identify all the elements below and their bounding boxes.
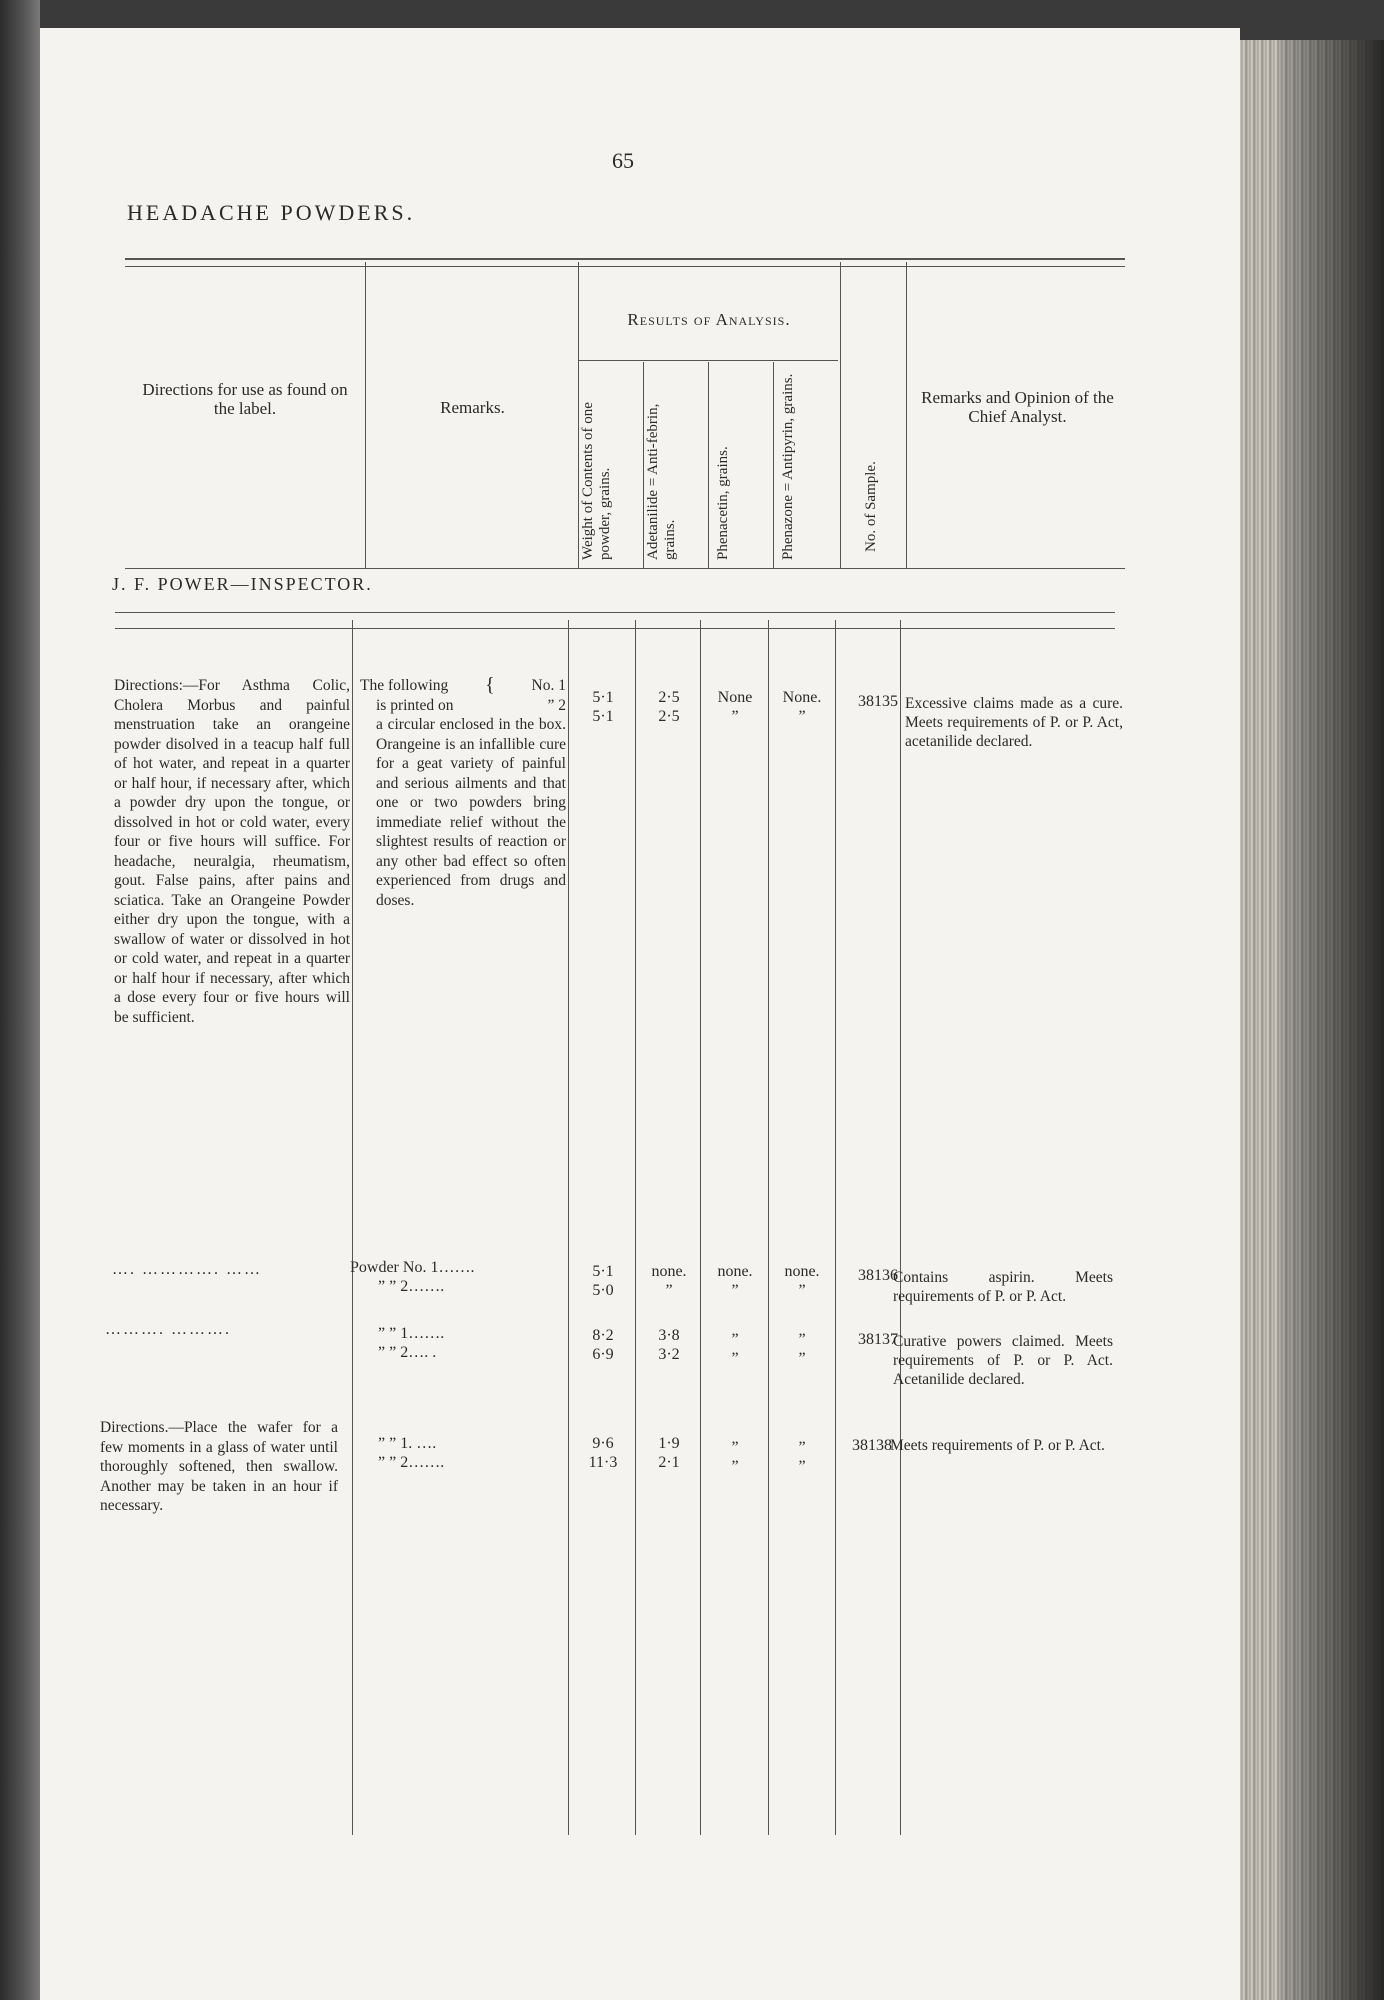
entry2-acet-1: none.	[651, 1263, 687, 1280]
entry3-powder-2: ” ” 2…. .	[378, 1344, 437, 1361]
inspector-rule-2	[115, 628, 1115, 629]
body-vline-3	[635, 620, 636, 1835]
entry4-weight-1: 9·6	[592, 1435, 614, 1452]
top-rule	[125, 258, 1125, 260]
entry3-phenac-2: ”	[731, 1350, 739, 1367]
hdr-vline-6	[840, 262, 841, 568]
body-vline-2	[568, 620, 569, 1835]
header-results: Results of Analysis.	[627, 310, 791, 329]
hdr-vline-5	[773, 362, 774, 568]
entry2-phenaz-2: ”	[798, 1282, 806, 1299]
hdr-vline-4	[708, 362, 709, 568]
entry1-weight-2: 5·1	[592, 708, 614, 725]
body-vline-1	[352, 620, 353, 1835]
header-phenacetin: Phenacetin, grains.	[715, 446, 731, 560]
entry1-phenac-2: ”	[731, 708, 739, 725]
entry2-powder-2: ” ” 2…….	[378, 1278, 445, 1295]
entry3-powder-1: ” ” 1…….	[378, 1325, 445, 1342]
entry2-sample-no: 38136	[858, 1267, 898, 1284]
body-vline-7	[900, 620, 901, 1835]
entry4-weight-2: 11·3	[588, 1454, 618, 1471]
entry3-directions: ………. ……….	[105, 1321, 231, 1338]
entry4-acet-2: 2·1	[658, 1454, 680, 1471]
entry1-brace: {	[485, 674, 495, 696]
header-acetanilide: Adetanilide = Anti-febrin, grains.	[645, 403, 678, 560]
entry2-weight-2: 5·0	[592, 1282, 614, 1299]
entry1-directions: Directions:—For Asthma Colic, Cholera Morbus and painful menstruation take an orangeine powder disolved in a teacup half full of hot water, and repeat in a quarter or half hour, if necessary after, which a powder dry upon the tongue, or dissolved in hot or cold water, every four or five hours will suffice. For headache, neuralgia, rheumatism, gout. False pains, after pains and sciatica. Take an Orangeine Powder either dry upon the tongue, with a swallow of water or dissolved in hot or cold water, and repeat in a quarter or half hour if necessary, after which a dose every four or five hours will be sufficient.	[114, 677, 350, 1026]
entry1-remarks-no2: ” 2	[547, 696, 566, 714]
entry3-weight-2: 6·9	[592, 1346, 614, 1363]
page-number: 65	[612, 148, 634, 173]
entry1-sample-no: 38135	[858, 693, 898, 710]
entry1-remarks-a: The following	[360, 677, 449, 694]
header-bottom-rule	[125, 568, 1125, 569]
header-opinion: Remarks and Opinion of the Chief Analyst.	[921, 388, 1114, 426]
inspector-rule-1	[115, 612, 1115, 613]
entry1-phenaz-1: None.	[782, 689, 822, 706]
entry4-phenac-2: ”	[731, 1458, 739, 1475]
header-remarks: Remarks.	[440, 398, 505, 417]
entry2-acet-2: ”	[665, 1282, 673, 1299]
entry1-remarks-no1: No. 1	[531, 677, 566, 694]
entry1-phenac-1: None	[717, 689, 753, 706]
page-stack-edge	[1240, 40, 1384, 2000]
entry4-phenac-1: ”	[731, 1439, 739, 1456]
entry3-weight-1: 8·2	[592, 1327, 614, 1344]
entry1-remarks-rest: a circular enclosed in the box. Orangeine is an infallible cure for a geat variety of painful and serious ailments and that one or two powders bring immediate relief without the slightest results of reaction or any other bad effect so often experienced from drugs and doses.	[376, 716, 566, 909]
hdr-vline-7	[906, 262, 907, 568]
entry2-opinion: Contains aspirin. Meets requirements of P. or P. Act.	[893, 1269, 1113, 1305]
hdr-vline-2	[578, 262, 579, 568]
book-binding-edge	[0, 0, 40, 2000]
entry3-phenaz-1: ”	[798, 1331, 806, 1348]
entry2-weight-1: 5·1	[592, 1263, 614, 1280]
entry4-powder-2: ” ” 2…….	[378, 1454, 445, 1471]
entry4-phenaz-2: ”	[798, 1458, 806, 1475]
header-directions: Directions for use as found on the label.	[142, 380, 348, 418]
entry3-acet-1: 3·8	[658, 1327, 680, 1344]
entry4-powder-1: ” ” 1. ….	[378, 1435, 437, 1452]
entry4-phenaz-1: ”	[798, 1439, 806, 1456]
entry3-sample-no: 38137	[858, 1331, 898, 1348]
header-weight: Weight of Contents of one powder, grains.	[580, 402, 613, 560]
body-vline-6	[835, 620, 836, 1835]
entry3-opinion: Curative powers claimed. Meets requirements of P. or P. Act. Acetanilide declared.	[893, 1333, 1113, 1388]
header-sample-no: No. of Sample.	[863, 461, 879, 552]
section-title: HEADACHE POWDERS.	[127, 200, 416, 225]
inspector-heading: J. F. POWER—INSPECTOR.	[112, 574, 373, 594]
header-phenazone: Phenazone = Antipyrin, grains.	[780, 373, 796, 560]
entry2-phenac-2: ”	[731, 1282, 739, 1299]
entry1-weight-1: 5·1	[592, 689, 614, 706]
entry2-phenac-1: none.	[717, 1263, 753, 1280]
entry3-phenaz-2: ”	[798, 1350, 806, 1367]
entry4-directions: Directions.—Place the wafer for a few moments in a glass of water until thoroughly softened, then swallow. Another may be taken in an hour if necessary.	[100, 1419, 338, 1514]
entry2-directions: …. …………. ……	[112, 1261, 262, 1278]
entry1-acet-2: 2·5	[658, 708, 680, 725]
results-rule	[578, 360, 838, 361]
entry1-acet-1: 2·5	[658, 689, 680, 706]
body-vline-4	[700, 620, 701, 1835]
entry3-acet-2: 3·2	[658, 1346, 680, 1363]
entry4-acet-1: 1·9	[658, 1435, 680, 1452]
entry1-opinion: Excessive claims made as a cure. Meets requirements of P. or P. Act, acetanilide declared.	[905, 695, 1123, 750]
body-vline-5	[768, 620, 769, 1835]
top-rule-thin	[125, 266, 1125, 267]
entry2-powder-1: Powder No. 1…….	[350, 1259, 475, 1276]
entry1-phenaz-2: ”	[798, 708, 806, 725]
entry2-phenaz-1: none.	[784, 1263, 820, 1280]
entry3-phenac-1: ”	[731, 1331, 739, 1348]
entry4-opinion: Meets requirements of P. or P. Act.	[890, 1437, 1105, 1454]
entry1-remarks-b: is printed on	[376, 696, 454, 714]
entry1-remarks	[360, 676, 566, 910]
hdr-vline-3	[643, 362, 644, 568]
hdr-vline-1	[365, 262, 366, 568]
entry4-sample-no: 38138	[852, 1437, 892, 1454]
